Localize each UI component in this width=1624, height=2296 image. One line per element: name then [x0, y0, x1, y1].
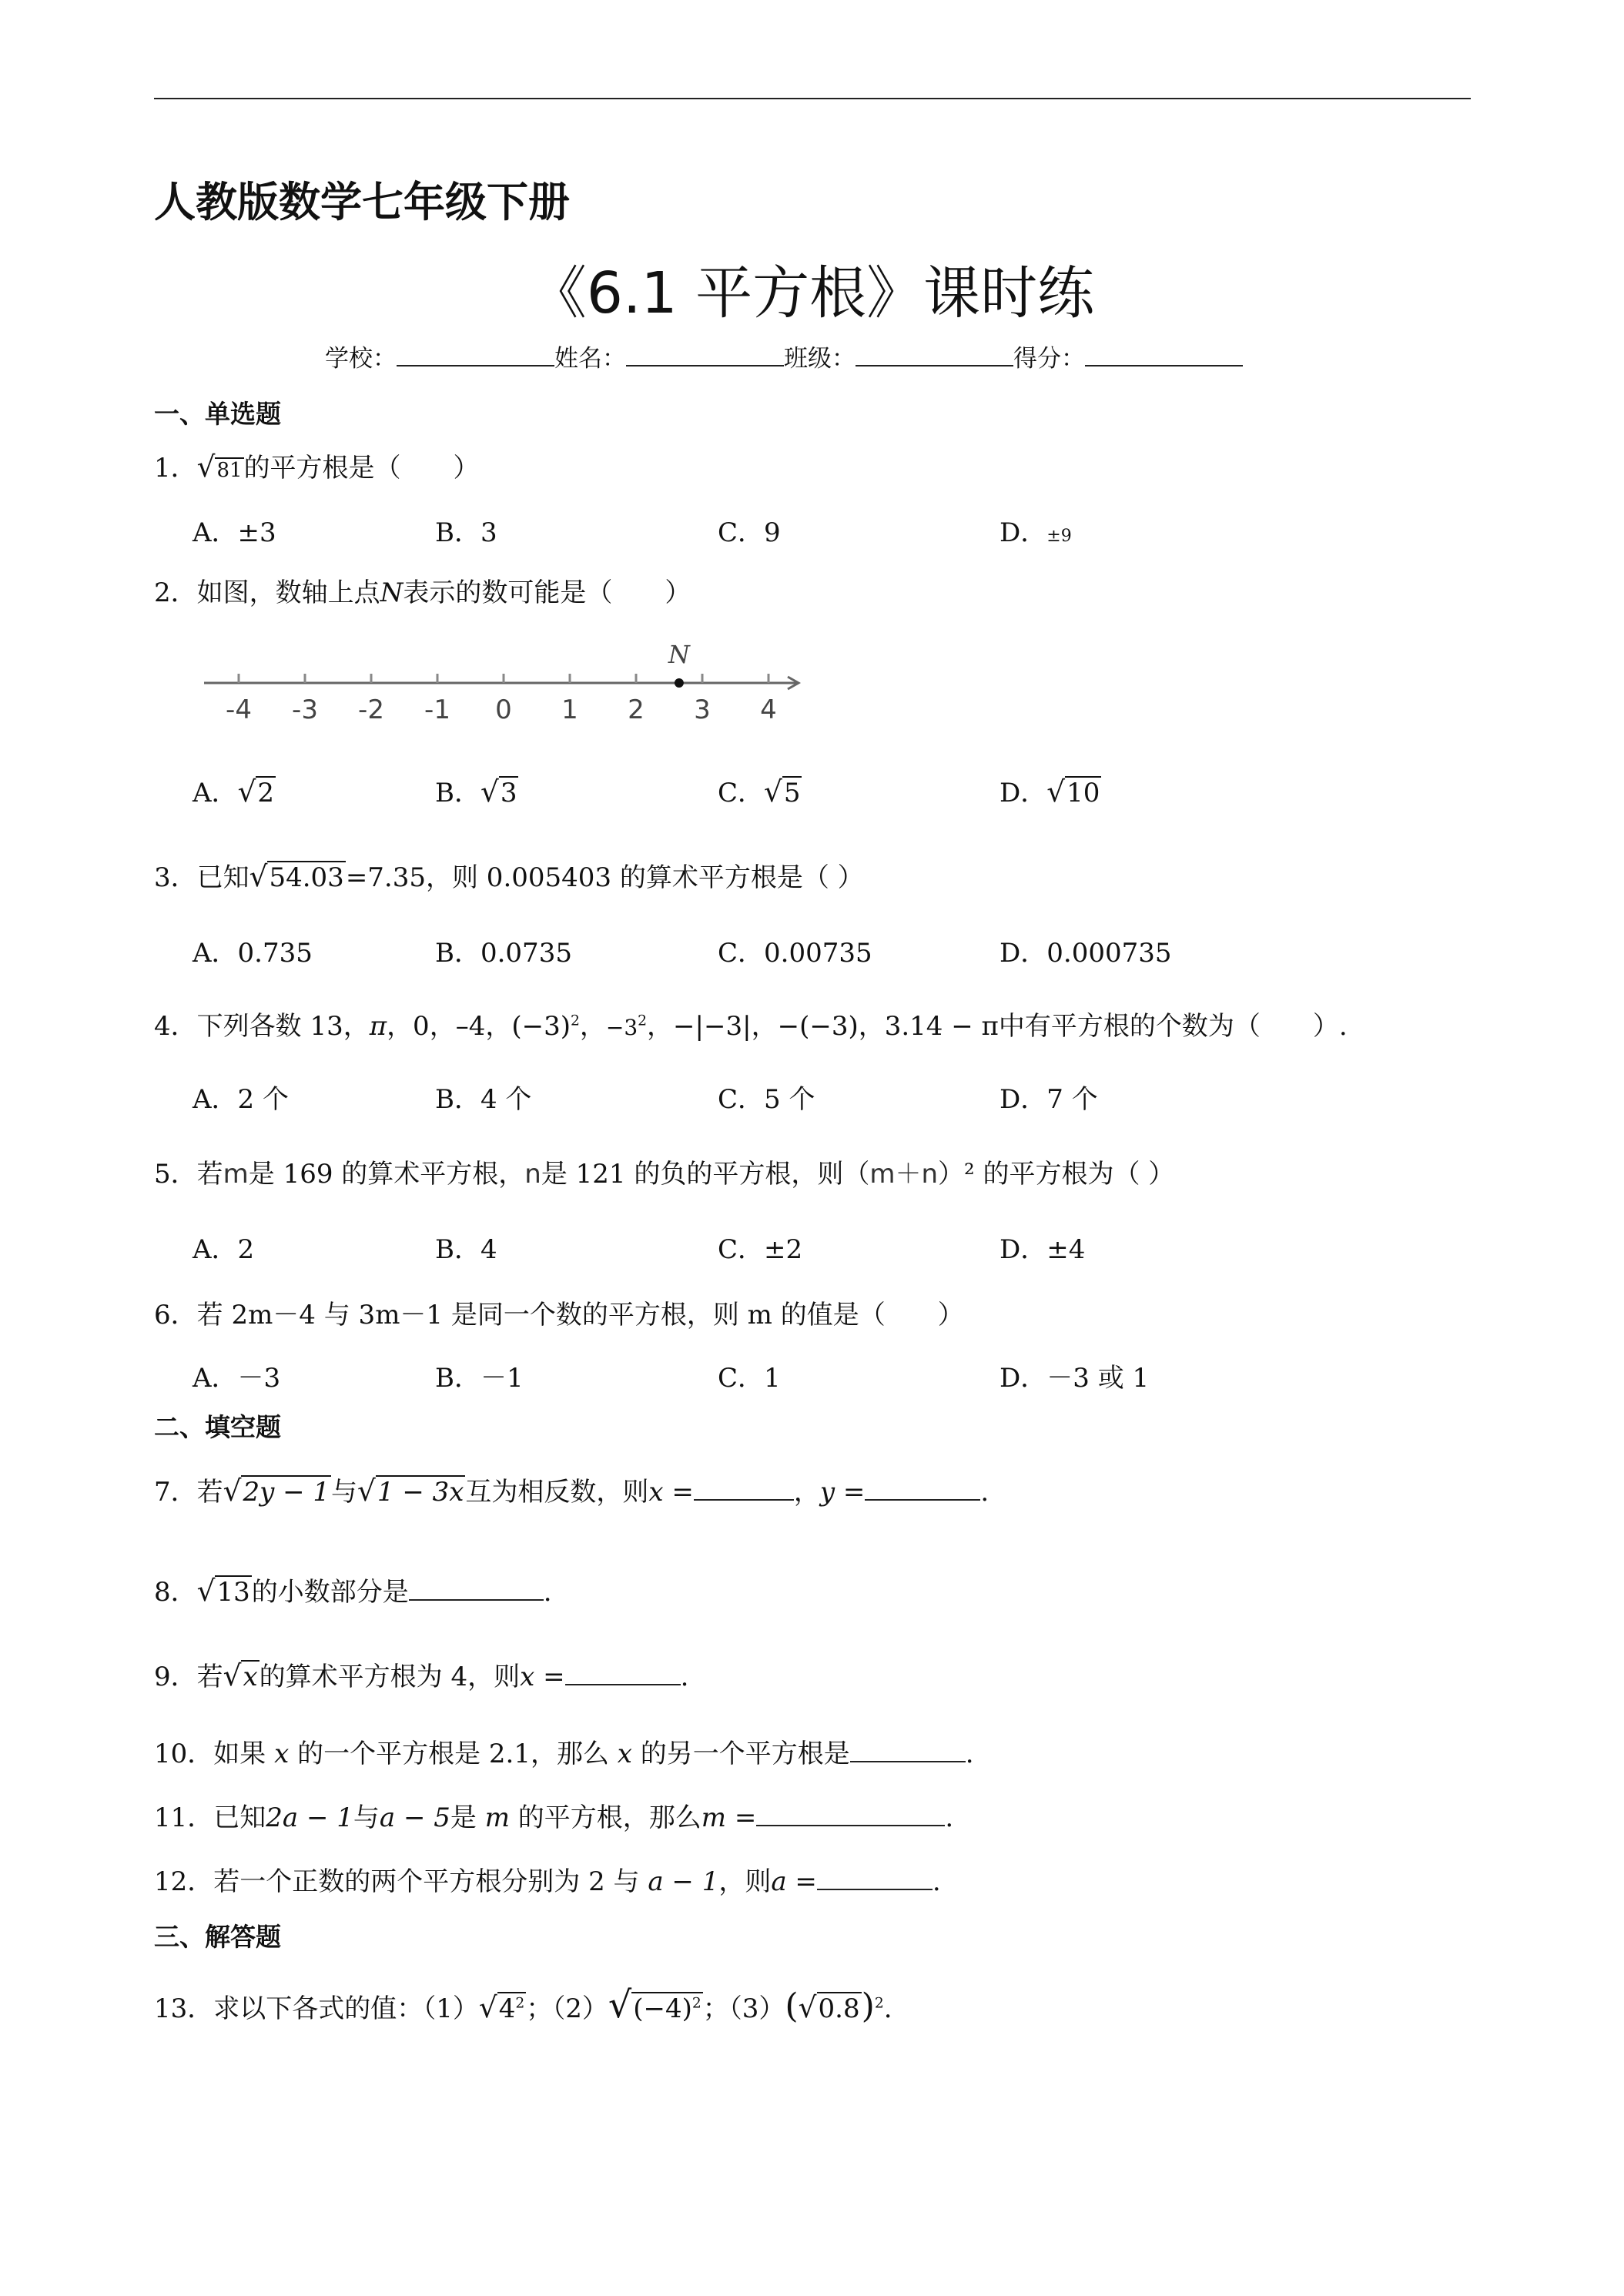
question-10: 10．如果 x 的一个平方根是 2.1，那么 x 的另一个平方根是 .	[154, 1739, 974, 1769]
q1-option-a[interactable]: A．±3	[193, 517, 276, 548]
tick-label: -3	[292, 694, 318, 725]
question-13: 13．求以下各式的值：$(1)√4^2$；$(2)√(-4)^2$；$(3)(√0.8)^2$.	[154, 1984, 892, 2027]
tick-label: -4	[226, 694, 252, 725]
question-8: 8．√13的小数部分是 .	[154, 1574, 552, 1608]
q7-y-blank[interactable]	[865, 1476, 980, 1501]
q1-option-d[interactable]: D．±9	[1000, 517, 1072, 548]
question-6: 6．若 2m－4 与 3m－1 是同一个数的平方根，则 m 的值是（ ）	[154, 1300, 964, 1330]
q3-option-c[interactable]: C．0.00735	[718, 938, 872, 969]
q2-option-b[interactable]: B．√3	[435, 775, 517, 808]
q5-option-b[interactable]: B．4	[435, 1234, 497, 1265]
info-line	[325, 339, 1243, 373]
document-subtitle: 《6.1 平方根》课时练	[529, 260, 1095, 326]
document-title: 人教版数学七年级下册	[154, 178, 570, 226]
section-heading-fill-in: 二、填空题	[154, 1412, 281, 1442]
q3-option-b[interactable]: B．0.0735	[435, 938, 572, 969]
q7-x-blank[interactable]	[694, 1476, 794, 1501]
name-label: 姓名：	[554, 345, 626, 373]
q3-option-d[interactable]: D．0.000735	[1000, 938, 1172, 969]
q8-blank[interactable]	[409, 1576, 544, 1601]
question-2: 2．如图，数轴上点N表示的数可能是（ ）	[154, 577, 691, 608]
q1-option-b[interactable]: B．3	[435, 517, 497, 548]
class-label: 班级：	[784, 345, 856, 373]
school-label: 学校：	[325, 345, 397, 373]
question-7: 7．若√2y − 1与√1 − 3x互为相反数，则x = ，y = .	[154, 1474, 989, 1508]
question-4: 4．下列各数 13，π，0，–4，$(-3)^2$，$-3^2$，−|−3|，−(−3)，3.14 − π中有平方根的个数为（ ）.	[154, 1011, 1348, 1042]
q2-option-c[interactable]: C．√5	[718, 775, 801, 808]
point-n	[675, 678, 684, 688]
q4-option-a[interactable]: A．2 个	[193, 1084, 289, 1115]
question-3: 3．已知√54.03=7.35，则 0.005403 的算术平方根是（ ）	[154, 859, 864, 893]
question-12: 12．若一个正数的两个平方根分别为 2 与 a − 1，则a = .	[154, 1866, 941, 1897]
q5-option-c[interactable]: C．±2	[718, 1234, 803, 1265]
q5-option-d[interactable]: D．±4	[1000, 1234, 1086, 1265]
tick-label: 2	[628, 694, 645, 725]
point-n-label: N	[668, 640, 690, 669]
q6-option-a[interactable]: A．－3	[193, 1363, 281, 1394]
q12-blank[interactable]	[817, 1866, 933, 1890]
tick-label: 1	[561, 694, 578, 725]
tick-label: 4	[760, 694, 777, 725]
number-line	[196, 635, 812, 728]
q10-blank[interactable]	[850, 1738, 966, 1762]
q4-option-b[interactable]: B．4 个	[435, 1084, 532, 1115]
radical-sign: √	[196, 450, 216, 484]
question-11: 11．已知2a − 1与a − 5是 m 的平方根，那么m = .	[154, 1802, 954, 1833]
sqrt-81: √81	[196, 450, 243, 484]
q4-option-d[interactable]: D．7 个	[1000, 1084, 1098, 1115]
number-line-ticks	[226, 674, 777, 725]
school-blank[interactable]	[397, 342, 554, 366]
score-label: 得分：	[1013, 345, 1085, 373]
name-blank[interactable]	[626, 342, 784, 366]
section-heading-problems: 三、解答题	[154, 1922, 281, 1952]
q2-option-d[interactable]: D．√10	[1000, 775, 1100, 808]
q6-option-b[interactable]: B．－1	[435, 1363, 524, 1394]
score-blank[interactable]	[1085, 342, 1243, 366]
tick-label: -2	[358, 694, 384, 725]
top-rule	[154, 98, 1471, 99]
question-1: 1．√81的平方根是（ ）	[154, 450, 480, 484]
q6-option-c[interactable]: C．1	[718, 1363, 781, 1394]
q1-option-c[interactable]: C．9	[718, 517, 781, 548]
q9-blank[interactable]	[565, 1661, 681, 1685]
section-heading-single-choice: 一、单选题	[154, 399, 281, 429]
question-9: 9．若√x的算术平方根为 4，则x = .	[154, 1658, 689, 1692]
tick-label: 3	[694, 694, 711, 725]
q6-option-d[interactable]: D．－3 或 1	[1000, 1363, 1150, 1394]
q3-option-a[interactable]: A．0.735	[193, 938, 313, 969]
tick-label: 0	[495, 694, 512, 725]
q2-option-a[interactable]: A．√2	[193, 775, 275, 808]
q4-option-c[interactable]: C．5 个	[718, 1084, 815, 1115]
q11-blank[interactable]	[756, 1802, 945, 1826]
q5-option-a[interactable]: A．2	[193, 1234, 255, 1265]
tick-label: -1	[424, 694, 450, 725]
question-5: 5．若m是 169 的算术平方根，n是 121 的负的平方根，则（m＋n）² 的平方根为（ ）	[154, 1159, 1175, 1190]
class-blank[interactable]	[856, 342, 1013, 366]
